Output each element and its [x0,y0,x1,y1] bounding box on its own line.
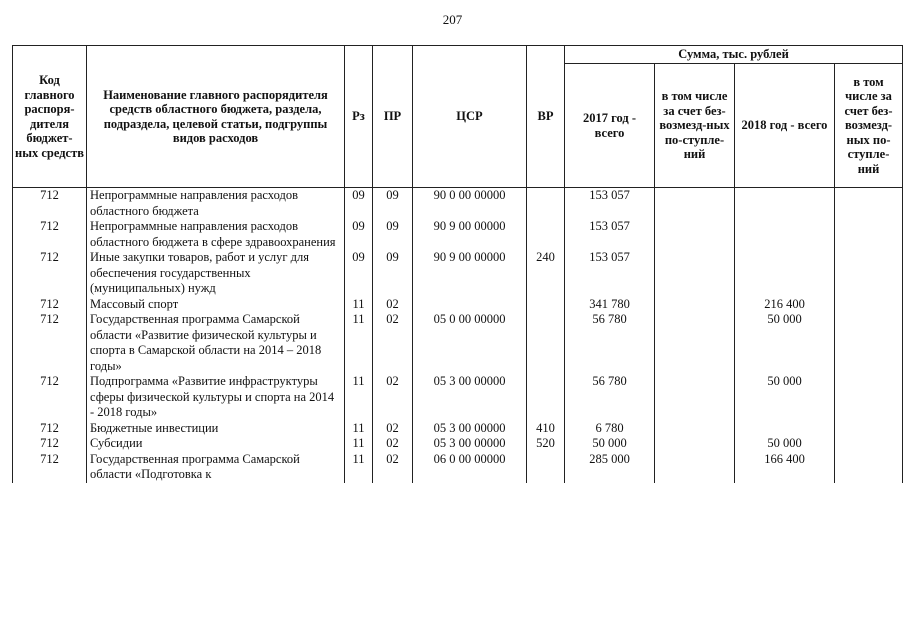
row-csr: 05 0 00 00000 [413,312,527,374]
row-code: 712 [13,297,87,313]
row-name: Субсидии [87,436,345,452]
row-rz: 11 [345,374,373,421]
header-sum-group: Сумма, тыс. рублей [565,46,903,64]
row-code: 712 [13,374,87,421]
row-rz: 11 [345,312,373,374]
row-sum-2017: 56 780 [565,374,655,421]
table-row [13,452,903,483]
row-vr [527,219,565,250]
row-rz: 09 [345,250,373,297]
table-row [13,219,903,250]
row-pr: 02 [373,312,413,374]
page-number: 207 [442,12,463,27]
row-csr: 05 3 00 00000 [413,421,527,437]
row-sum-2017: 341 780 [565,297,655,313]
row-sum-2017-free [655,421,735,437]
row-code: 712 [13,312,87,374]
row-sum-2017-free [655,312,735,374]
row-pr: 09 [373,219,413,250]
row-rz: 11 [345,436,373,452]
row-sum-2017: 50 000 [565,436,655,452]
row-sum-2017-free [655,188,735,220]
row-pr: 02 [373,374,413,421]
row-sum-2018: 50 000 [735,374,835,421]
header-2018-total: 2018 год - всего [735,64,835,188]
row-name: Государственная программа Самарской области «Развитие физической культуры и спорта в Самарской области на 2014 – 2018 годы» [87,312,345,374]
row-sum-2018: 50 000 [735,436,835,452]
row-rz: 09 [345,188,373,220]
row-name: Непрограммные направления расходов областного бюджета [87,188,345,220]
row-vr [527,452,565,483]
header-pr: ПР [373,46,413,188]
table-row [13,312,903,374]
row-sum-2017: 153 057 [565,250,655,297]
row-sum-2018-free [835,250,903,297]
table-row [13,436,903,452]
row-sum-2017: 153 057 [565,188,655,220]
header-2017-total: 2017 год - всего [565,64,655,188]
row-sum-2018: 166 400 [735,452,835,483]
row-csr: 06 0 00 00000 [413,452,527,483]
row-csr: 05 3 00 00000 [413,436,527,452]
row-vr: 240 [527,250,565,297]
row-vr [527,188,565,220]
row-sum-2018 [735,188,835,220]
row-code: 712 [13,219,87,250]
row-pr: 02 [373,436,413,452]
row-sum-2018 [735,421,835,437]
row-csr: 90 0 00 00000 [413,188,527,220]
row-name: Бюджетные инвестиции [87,421,345,437]
row-code: 712 [13,421,87,437]
header-vr: ВР [527,46,565,188]
row-csr: 90 9 00 00000 [413,250,527,297]
header-code: Код главного распоря-дителя бюджет-ных средств [13,46,87,188]
row-pr: 09 [373,250,413,297]
row-rz: 09 [345,219,373,250]
row-pr: 09 [373,188,413,220]
row-rz: 11 [345,452,373,483]
row-rz: 11 [345,421,373,437]
row-code: 712 [13,436,87,452]
header-rz: Рз [345,46,373,188]
header-csr: ЦСР [413,46,527,188]
row-name: Подпрограмма «Развитие инфраструктуры сферы физической культуры и спорта на 2014 - 2018 годы» [87,374,345,421]
row-name: Иные закупки товаров, работ и услуг для обеспечения государственных (муниципальных) нужд [87,250,345,297]
row-rz: 11 [345,297,373,313]
header-name: Наименование главного распорядителя средств областного бюджета, раздела, подраздела, целевой статьи, подгруппы видов расходов [87,46,345,188]
row-vr [527,374,565,421]
table-row [13,421,903,437]
row-sum-2017-free [655,250,735,297]
row-code: 712 [13,250,87,297]
table-row [13,188,903,220]
row-sum-2018-free [835,436,903,452]
row-sum-2018 [735,219,835,250]
row-sum-2017-free [655,297,735,313]
row-sum-2018-free [835,421,903,437]
header-2017-free: в том числе за счет без-возмезд-ных по-ступле-ний [655,64,735,188]
row-sum-2017: 153 057 [565,219,655,250]
row-csr: 90 9 00 00000 [413,219,527,250]
row-sum-2017-free [655,219,735,250]
row-name: Массовый спорт [87,297,345,313]
row-csr [413,297,527,313]
table-header [13,46,903,188]
table-row [13,250,903,297]
row-sum-2018: 216 400 [735,297,835,313]
row-vr [527,297,565,313]
row-pr: 02 [373,421,413,437]
row-sum-2018-free [835,219,903,250]
row-sum-2017-free [655,452,735,483]
row-sum-2018 [735,250,835,297]
table-body [13,188,903,483]
row-sum-2018-free [835,452,903,483]
header-2018-free: в том числе за счет без-возмезд-ных по-ступле-ний [835,64,903,188]
budget-table [12,45,903,483]
row-sum-2018-free [835,312,903,374]
row-sum-2018-free [835,188,903,220]
row-sum-2017-free [655,436,735,452]
row-sum-2017-free [655,374,735,421]
row-code: 712 [13,188,87,220]
row-sum-2018-free [835,297,903,313]
row-name: Непрограммные направления расходов областного бюджета в сфере здравоохранения [87,219,345,250]
row-sum-2017: 56 780 [565,312,655,374]
row-sum-2017: 285 000 [565,452,655,483]
row-vr [527,312,565,374]
row-sum-2018-free [835,374,903,421]
row-sum-2017: 6 780 [565,421,655,437]
row-pr: 02 [373,452,413,483]
row-sum-2018: 50 000 [735,312,835,374]
table-row [13,374,903,421]
row-vr: 410 [527,421,565,437]
row-name: Государственная программа Самарской области «Подготовка к [87,452,345,483]
table-row [13,297,903,313]
row-csr: 05 3 00 00000 [413,374,527,421]
row-vr: 520 [527,436,565,452]
row-pr: 02 [373,297,413,313]
row-code: 712 [13,452,87,483]
